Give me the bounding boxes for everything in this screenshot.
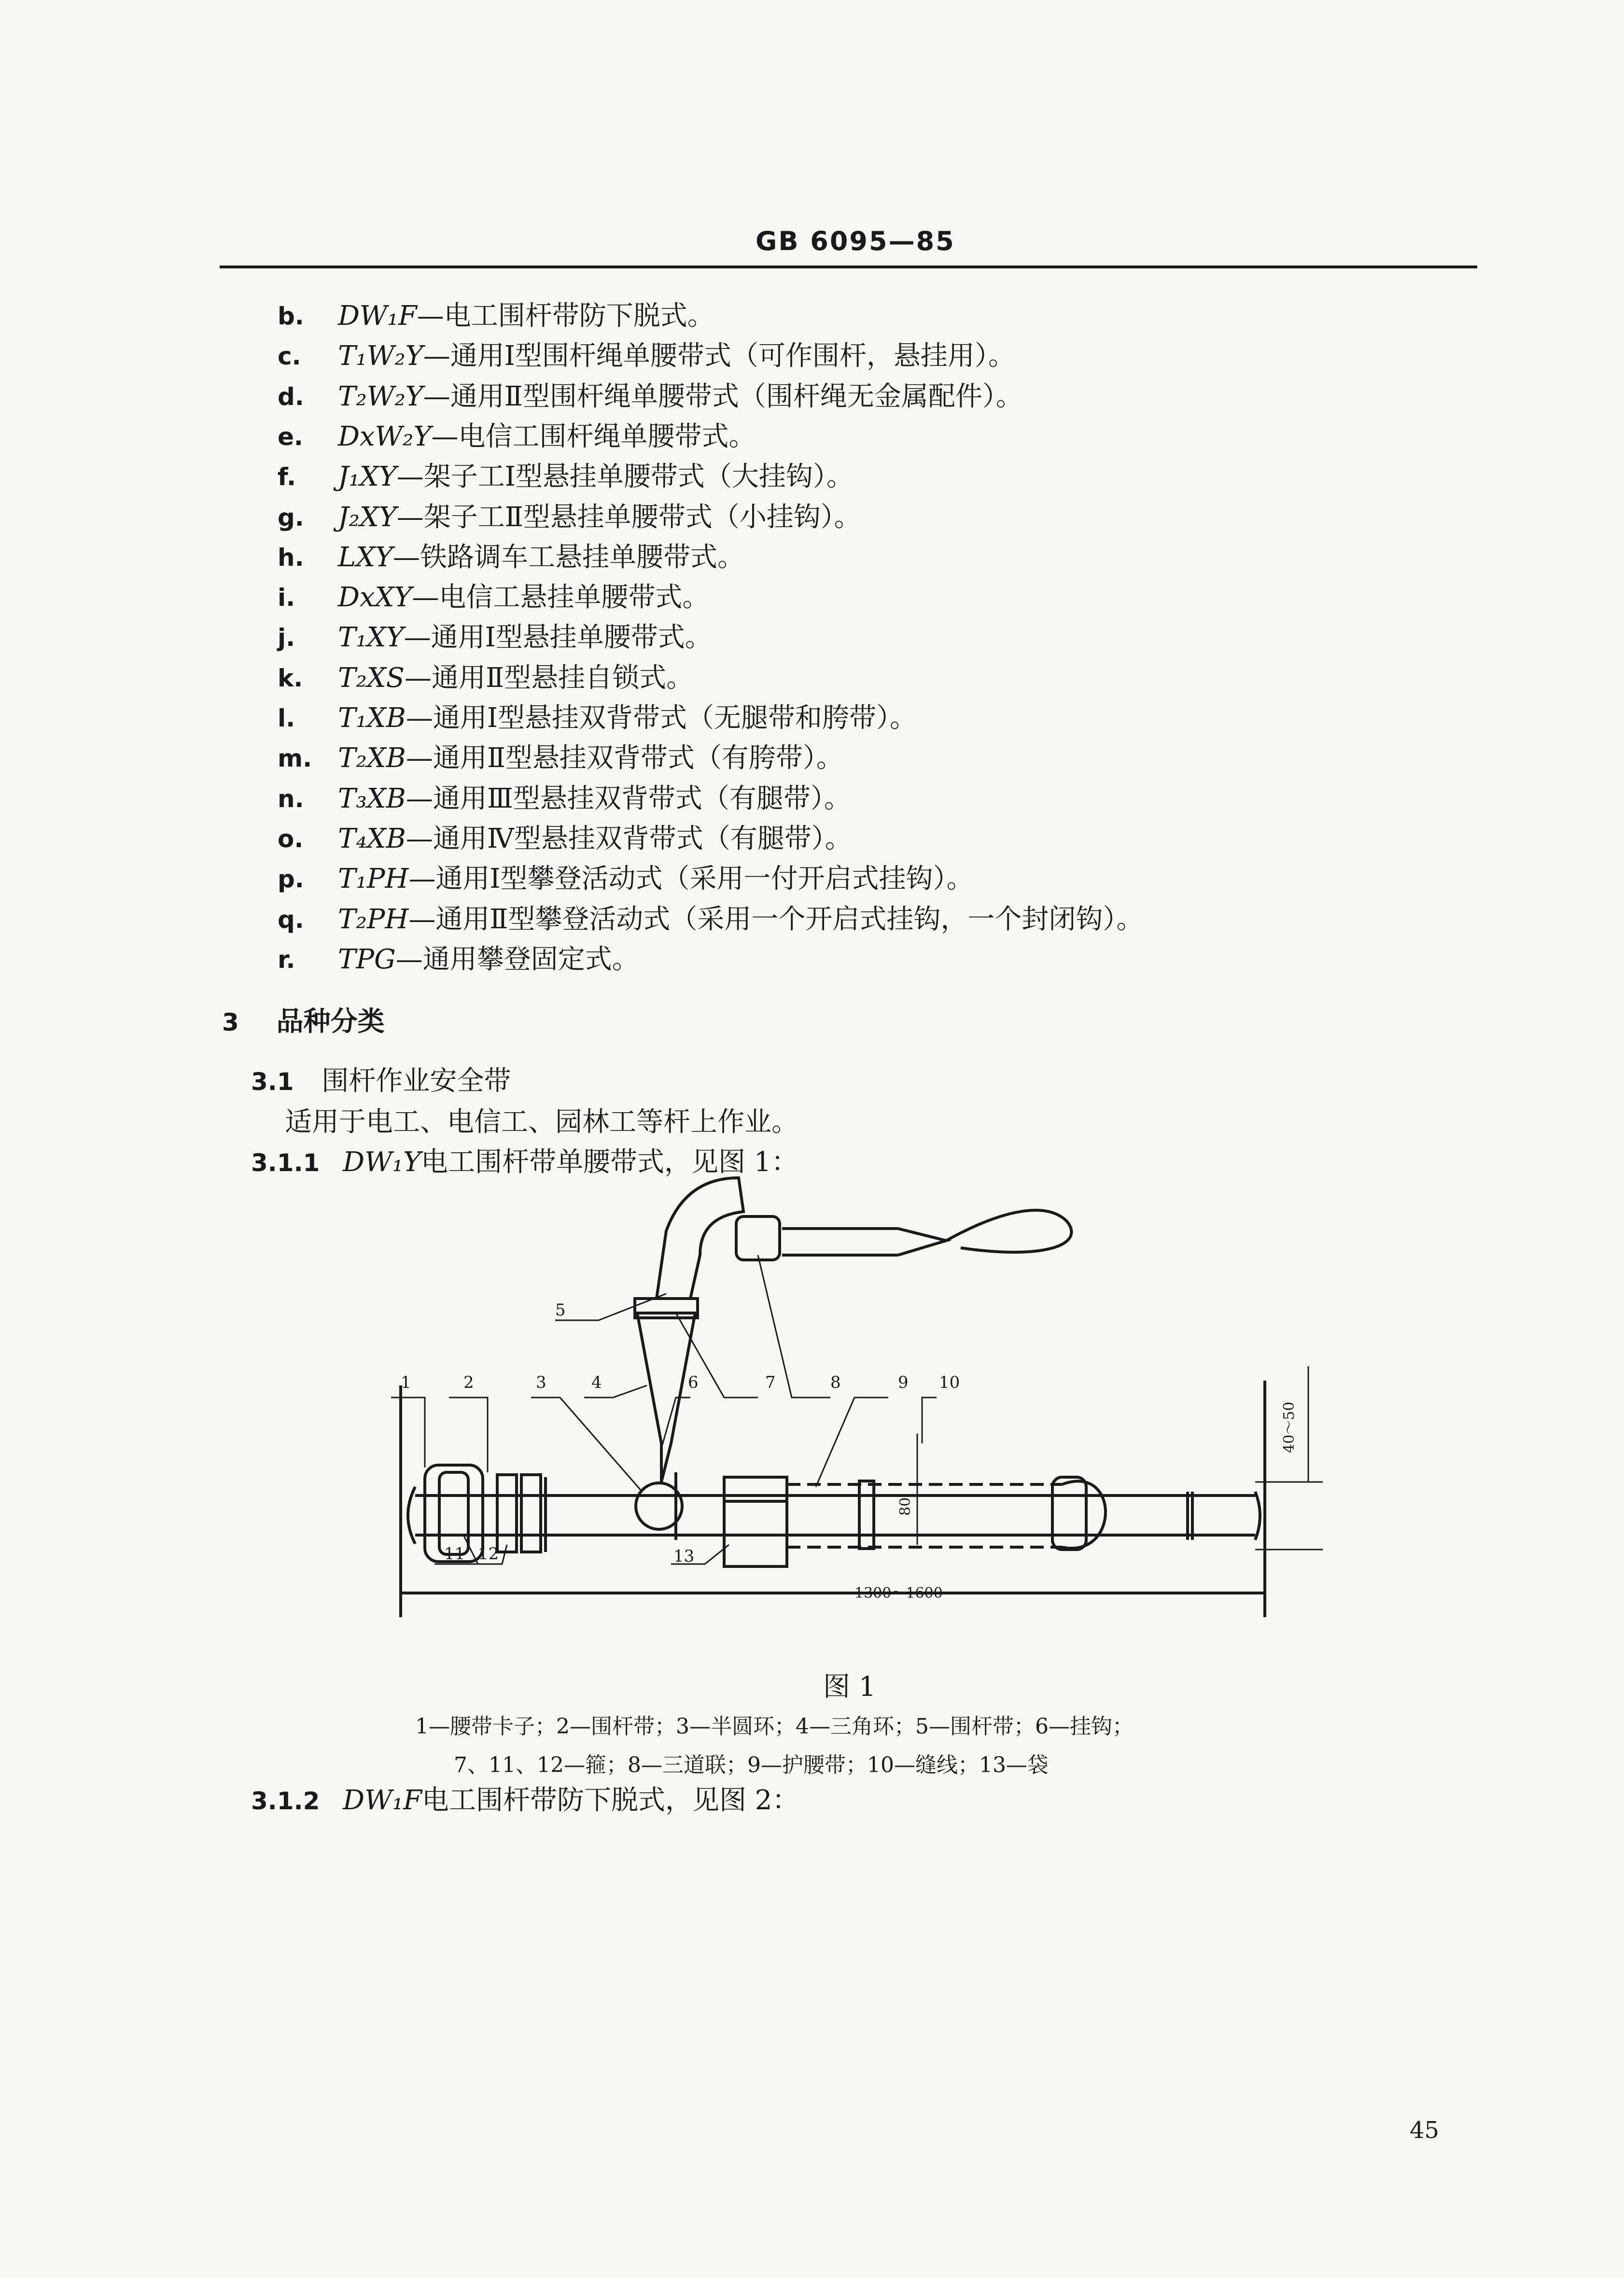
model-code: T₂XS <box>338 662 405 694</box>
model-code: T₂XB <box>338 742 406 774</box>
model-description: —通用Ⅰ型攀登活动式（采用一付开启式挂钩）。 <box>408 863 974 895</box>
label-11: 11 <box>444 1544 465 1564</box>
model-description: —电信工围杆绳单腰带式。 <box>431 420 756 452</box>
list-item-label: j. <box>278 624 295 652</box>
model-code: DxW₂Y <box>338 420 432 452</box>
section-title: 品种分类 <box>276 1006 385 1037</box>
dimension-width-label: 1300～1600 <box>854 1585 943 1602</box>
list-item-label: b. <box>278 302 304 330</box>
list-item-label: e. <box>278 422 303 451</box>
model-description: —通用Ⅱ型围杆绳单腰带式（围杆绳无金属配件）。 <box>423 380 1023 412</box>
section-3-1-2-heading <box>251 1781 799 1820</box>
model-code: T₂PH <box>338 903 409 935</box>
label-3: 3 <box>536 1373 546 1392</box>
model-code: T₄XB <box>338 823 406 854</box>
model-code: T₁W₂Y <box>338 340 423 372</box>
model-description: —通用Ⅰ型悬挂双背带式（无腿带和胯带）。 <box>406 702 917 734</box>
dimension-ext <box>401 1381 1265 1617</box>
label-1: 1 <box>401 1373 411 1392</box>
section-number: 3.1.1 <box>251 1149 320 1177</box>
list-item-label: r. <box>278 945 295 974</box>
list-item-label: m. <box>278 744 312 773</box>
model-description: —通用Ⅳ型悬挂双背带式（有腿带）。 <box>406 823 852 854</box>
model-description: —铁路调车工悬挂单腰带式。 <box>393 541 745 573</box>
label-9: 9 <box>898 1373 909 1392</box>
hook-loop <box>898 1229 946 1255</box>
keeper-2b <box>521 1475 541 1552</box>
model-description: —通用Ⅱ型悬挂自锁式。 <box>405 662 694 694</box>
model-description: —架子工Ⅱ型悬挂单腰带式（小挂钩）。 <box>396 501 861 533</box>
model-description: —架子工Ⅰ型悬挂单腰带式（大挂钩）。 <box>396 461 854 493</box>
list-item-label: l. <box>278 704 295 732</box>
label-5: 5 <box>555 1300 566 1320</box>
leader-9 <box>816 1398 888 1487</box>
waist-pad-stitch <box>787 1484 1062 1547</box>
label-10: 10 <box>939 1373 960 1392</box>
model-description: —通用Ⅰ型悬挂单腰带式。 <box>404 622 712 654</box>
list-item-label: g. <box>278 503 304 531</box>
model-description: —通用Ⅰ型围杆绳单腰带式（可作围杆，悬挂用）。 <box>423 340 1015 372</box>
model-code: T₁XY <box>338 622 404 654</box>
list-item-label: f. <box>278 463 296 491</box>
dimension-height-label: 80 <box>897 1497 914 1516</box>
page-number: 45 <box>1410 2117 1440 2144</box>
keeper-7 <box>635 1299 698 1318</box>
model-code: DW₁Y <box>343 1146 421 1178</box>
model-description: —通用Ⅱ型攀登活动式（采用一个开启式挂钩，一个封闭钩）。 <box>408 903 1144 935</box>
model-description: —电信工悬挂单腰带式。 <box>412 582 710 614</box>
list-item-label: o. <box>278 825 304 853</box>
model-code: T₁XB <box>338 702 406 734</box>
pouch-13 <box>724 1477 787 1566</box>
section-number: 3.1 <box>251 1068 294 1096</box>
list-item-label: n. <box>278 784 304 813</box>
section-title: 围杆作业安全带 <box>322 1065 511 1097</box>
model-code: J₂XY <box>338 501 397 533</box>
list-item-label: p. <box>278 865 304 894</box>
d-ring <box>1062 1481 1106 1548</box>
figure-legend-line-1: 1—腰带卡子；2—围杆带；3—半圆环；4—三角环；5—围杆带；6—挂钩； <box>415 1714 1134 1739</box>
section-text: 电工围杆带单腰带式，见图 1： <box>421 1146 798 1178</box>
label-7: 7 <box>765 1373 776 1392</box>
label-4: 4 <box>591 1373 602 1392</box>
list-item-label: k. <box>278 664 303 692</box>
hook-6 <box>946 1210 1071 1252</box>
leader-3 <box>531 1398 642 1492</box>
model-code: LXY <box>338 541 393 573</box>
label-13: 13 <box>673 1547 695 1566</box>
label-2: 2 <box>463 1373 474 1392</box>
section-text: 电工围杆带防下脱式，见图 2： <box>421 1785 799 1816</box>
section-3-1-description: 适用于电工、电信工、园林工等杆上作业。 <box>285 1106 798 1138</box>
label-12: 12 <box>478 1544 499 1564</box>
model-description: —通用Ⅱ型悬挂双背带式（有胯带）。 <box>406 742 843 774</box>
belt-break <box>1188 1492 1192 1540</box>
model-code: DxXY <box>338 582 412 614</box>
list-item-label: i. <box>278 584 295 612</box>
list-item-label: c. <box>278 342 301 371</box>
label-6: 6 <box>688 1373 699 1392</box>
pole-strap-upper <box>782 1229 898 1255</box>
section-number: 3.1.2 <box>251 1787 320 1815</box>
leader-1 <box>391 1398 425 1467</box>
figure-legend-line-2: 7、11、12—箍；8—三道联；9—护腰带；10—缝线；13—袋 <box>454 1753 1049 1777</box>
model-code: TPG <box>338 943 396 975</box>
leader-lines <box>391 1255 937 1564</box>
d-ring-keeper <box>1052 1477 1086 1550</box>
three-way-loop-8 <box>736 1216 780 1260</box>
leader-10 <box>922 1398 937 1443</box>
model-code: DW₁F <box>338 300 417 332</box>
keeper-2a <box>497 1475 517 1552</box>
belt-tail <box>1255 1492 1260 1540</box>
model-code: T₁PH <box>338 863 409 895</box>
buckle-inner <box>439 1472 468 1554</box>
model-code: J₁XY <box>338 461 397 493</box>
model-code: T₂W₂Y <box>338 380 423 412</box>
model-code: T₃XB <box>338 783 406 814</box>
leader-2 <box>449 1398 488 1472</box>
model-description: —电工围杆带防下脱式。 <box>417 300 714 332</box>
list-item-label: d. <box>278 382 304 411</box>
pole-strap-5 <box>657 1178 743 1299</box>
list-item-label: h. <box>278 543 304 572</box>
list-item-label: q. <box>278 905 304 934</box>
model-description: —通用攀登固定式。 <box>395 943 639 975</box>
section-number: 3 <box>222 1008 239 1036</box>
label-8: 8 <box>830 1373 841 1392</box>
stitch-band <box>859 1481 874 1549</box>
model-description: —通用Ⅲ型悬挂双背带式（有腿带）。 <box>406 783 851 814</box>
standard-header: GB 6095—85 <box>756 226 955 256</box>
dimension-side-label: 40～50 <box>1281 1401 1298 1453</box>
model-code: DW₁F <box>343 1785 422 1816</box>
figure-1-title: 图 1 <box>823 1671 876 1703</box>
belt-end <box>408 1487 415 1544</box>
